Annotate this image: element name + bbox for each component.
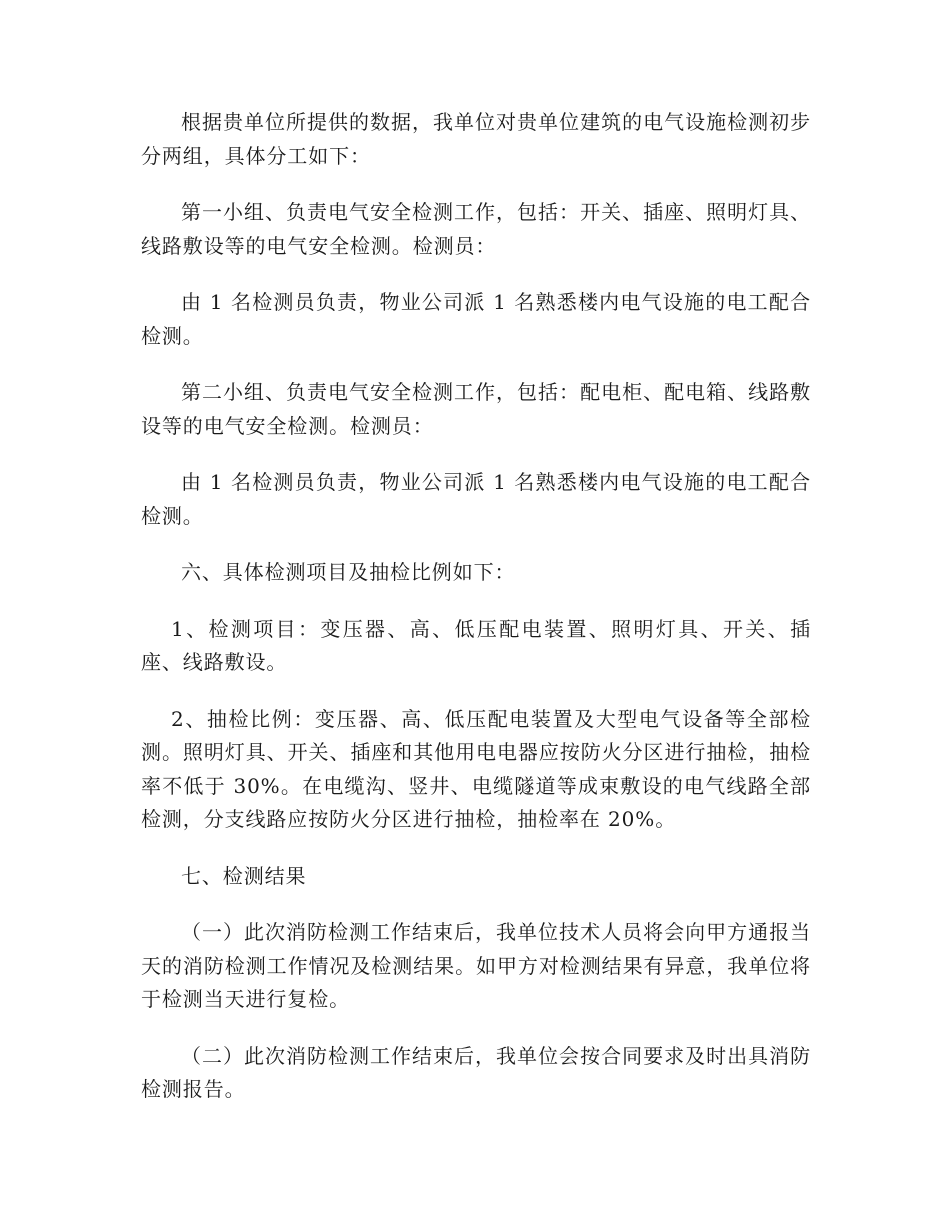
paragraph-result-two: （二）此次消防检测工作结束后，我单位会按合同要求及时出具消防检测报告。 xyxy=(141,1043,811,1101)
section-heading-six: 六、具体检测项目及抽检比例如下： xyxy=(181,560,516,584)
section-heading-seven: 七、检测结果 xyxy=(181,863,307,888)
document-body xyxy=(141,106,811,1130)
paragraph-test-items: 1、检测项目：变压器、高、低压配电装置、照明灯具、开关、插座、线路敷设。 xyxy=(141,616,811,674)
paragraph-intro: 根据贵单位所提供的数据，我单位对贵单位建筑的电气设施检测初步分两组，具体分工如下： xyxy=(141,110,811,168)
paragraph-group-two-staff: 由 1 名检测员负责，物业公司派 1 名熟悉楼内电气设施的电工配合检测。 xyxy=(141,470,811,528)
paragraph-group-one-staff: 由 1 名检测员负责，物业公司派 1 名熟悉楼内电气设施的电工配合检测。 xyxy=(141,290,811,348)
paragraph-result-one: （一）此次消防检测工作结束后，我单位技术人员将会向甲方通报当天的消防检测工作情况及检测结果。如甲方对检测结果有异意，我单位将于检测当天进行复检。 xyxy=(141,920,811,1011)
paragraph-group-one: 第一小组、负责电气安全检测工作，包括：开关、插座、照明灯具、线路敷设等的电气安全检测。检测员： xyxy=(141,200,811,258)
paragraph-sampling-ratio: 2、抽检比例：变压器、高、低压配电装置及大型电气设备等全部检测。照明灯具、开关、插座和其他用电电器应按防火分区进行抽检，抽检率不低于 30%。在电缆沟、竖井、电缆隧道等成束敷设的电气线路全部检测，分支线路应按防火分区进行抽检，抽检率在 20%。 xyxy=(141,706,811,831)
paragraph-group-two: 第二小组、负责电气安全检测工作，包括：配电柜、配电箱、线路敷设等的电气安全检测。检测员： xyxy=(141,380,811,438)
